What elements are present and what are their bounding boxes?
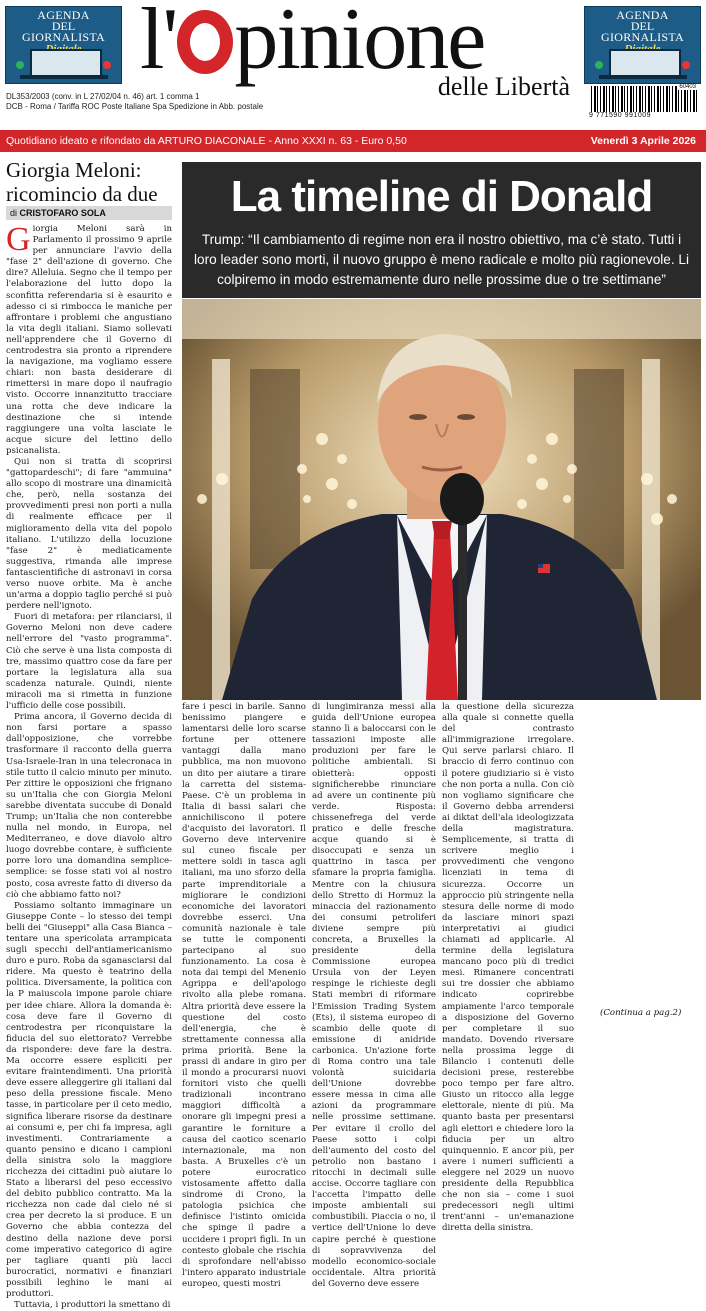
logo-o-ring-icon — [177, 10, 233, 74]
editorial-byline — [6, 206, 172, 220]
newspaper-logo[interactable] — [140, 0, 580, 101]
lead-photo[interactable] — [182, 299, 701, 700]
paragraph: di lungimiranza messi alla guida dell'Unione europea stanno lì a baloccarsi con le tassazioni imposte alle produzioni per fare le politiche ambientali. Si obietterà: opposti significherebbe rinunciare ad avere un continente più verde. Risposta: chissenefrega del verde pratico e delle fresche acque quando si è disoccupati e senza un quattrino in tasca per sfamare la propria famiglia. Mentre con la chiusura dello Stretto di Hormuz la minaccia del razionamento dei consumi petroliferi diviene sempre più concreta, a Bruxelles la presidente della Commissione europea Ursula von der Leyen respinge le richieste degli Stati membri di riformare l'Emission Trading System (Ets), il sistema europeo di scambio delle quote di emissione di anidride carbonica. Un'azione forte di Roma contro una tale volontà suicidaria dell'Unione dovrebbe essere messa in cima alle azioni da programmare nelle prossime settimane. Per evitare il crollo del Paese sotto i colpi dell'aumento del costo del petrolio non bastano i ritocchi in decimali sulle accise. Occorre tagliare con l'accetta l'impatto delle imposte ambientali sui combustibili. Piaccia o no, il vertice dell'Unione lo deve capire perché è questione di sopravvivenza del modello economico-sociale occidentale. Altra priorità del Governo deve essere — [312, 702, 436, 1289]
editorial-title[interactable]: Giorgia Meloni: ricomincio da due — [6, 158, 158, 206]
paragraph: Qui non si tratta di scoprirsi "gattopardeschi"; di fare "ammuina" allo scopo di mostrare una dinamicità che, però, nella sostanza dei provvedimenti presi non porti a nulla di realmente efficace per il miglioramento della vita del popolo italiano. L'utilizzo della locuzione "fase 2" è mediaticamente suggestiva, rimanda alle imprese fantascientifiche di astronavi in corsa verso nuove orbite. Ma è anche un'arma a doppio taglio perché si può perdere nell'ignoto. — [6, 456, 172, 612]
red-dot-icon — [103, 61, 111, 69]
agenda-line1: AGENDA — [616, 8, 669, 22]
lead-story-header[interactable] — [182, 162, 701, 298]
barcode-number: 9 771590 991009 — [589, 112, 651, 119]
laptop-base-icon — [599, 75, 687, 79]
byline-prefix: di — [10, 208, 18, 218]
continued-link[interactable]: (Continua a pag.2) — [600, 1008, 682, 1018]
byline-author: CRISTOFARO SOLA — [19, 208, 106, 218]
editorial-column-2 — [182, 702, 306, 1289]
issue-date: Venerdì 3 Aprile 2026 — [590, 135, 696, 147]
paragraph: Fuori di metafora: per rilanciarsi, il Governo Meloni non deve cadere nell'errore del "vasto programma". Ciò che serve è una lista composta di tre, massimo quattro cose da fare per portare la legislatura alla sua scadenza naturale. Quindi, niente miracoli ma si rimetta in funzione l'ufficio delle cose possibili. — [6, 612, 172, 712]
logo-prefix: l' — [140, 0, 177, 88]
paragraph: Possiamo soltanto immaginare un Giuseppe Conte – lo stesso dei tempi belli dei "Giuseppi" alla Casa Bianca – tentare una spericolata arrampicata sugli specchi dell'antiamericanismo duro e puro. Roba da sganasciarsi dal ridere. Ma questo è teatrino della politica. Diversamente, la politica con la P maiuscola impone parole chiare per idee chiare. Allora la domanda è: cosa deve fare il Governo di centrodestra per riconquistare la fiducia del suo elettorato? Verrebbe da rispondere: deve fare la destra. Ma occorre essere espliciti per evitare fraintendimenti. Una priorità deve essere alleggerire gli italiani dal peso della pressione fiscale. Meno tasse, in particolare per il ceto medio, significa liberare risorse da destinare ai consumi e, per chi fa impresa, agli investimenti. Contrariamente a quanto pensino e dicano i campioni della sinistra solo la maggiore ricchezza dei cittadini può aiutare lo Stato a liberarsi del peso eccessivo del debito pubblico contratto. Ma la ricchezza non cade dal cielo né si crea per decreto la si produce. E un Governo che abbia contezza del destino della nazione deve porsi come imperativo categorico di agire per tagliare quanti più lacci burocratici, normativi e finanziari possibili leghino le mani ai produttori. — [6, 900, 172, 1299]
green-dot-icon — [16, 61, 24, 69]
drop-cap: G — [6, 221, 31, 258]
imprint-line1: DL353/2003 (conv. in L 27/02/04 n. 46) art. 1 comma 1 — [6, 92, 200, 101]
logo-suffix: pinione — [234, 0, 485, 88]
laptop-base-icon — [20, 75, 108, 79]
editorial-column-3 — [312, 702, 436, 1289]
green-dot-icon — [595, 61, 603, 69]
main-headline: La timeline di Donald — [230, 172, 653, 221]
laptop-icon — [609, 49, 681, 77]
info-bar — [0, 130, 706, 152]
agenda-line2: DEL — [51, 19, 76, 33]
founder-issue-price: Quotidiano ideato e rifondato da ARTURO DIACONALE - Anno XXXI n. 63 - Euro 0,50 — [6, 135, 407, 147]
red-dot-icon — [682, 61, 690, 69]
main-deck: Trump: “Il cambiamento di regime non era il nostro obiettivo, ma c’è stato. Tutti i loro leader sono morti, il nuovo gruppo è meno radicale e molto più ragionevole. Li colpiremo in modo estremamente duro nelle prossime due o tre settimane” — [194, 232, 689, 287]
agenda-line1: AGENDA — [37, 8, 90, 22]
barcode-issue: 60403 — [679, 84, 696, 90]
imprint-line2: DCB - Roma / Tariffa ROC Poste Italiane Spa Spedizione in Abb. postale — [6, 102, 264, 111]
paragraph: la questione della sicurezza alla quale si connette quella del contrasto all'immigrazione irregolare. Qui serve parlarsi chiaro. Il braccio di ferro continuo con il potere giudiziario si è visto che non porta a nulla. Con ciò non vogliamo significare che il Governo debba arrendersi ai diktat dell'ala ideologizzata della magistratura. Semplicemente, si tratta di scrivere meglio i provvedimenti che vengono licenziati in tema di sicurezza. Occorre un approccio più stringente nella stesura delle norme di modo da lasciare minori spazi interpretativi ai giudici chiamati ad applicarle. Al termine della legislatura mancano poco più di tredici mesi. Rimanere concentrati sui tre dossier che abbiamo indicato coprirebbe ampiamente l'arco temporale a disposizione del Governo per completare il suo mandato. Dovendo riversare nella prossima legge di Bilancio i contenuti delle decisioni prese, resterebbe poco tempo per fare altro. Giusto un ritocco alla legge elettorale, niente di più. Ma quanto basta per presentarsi agli elettori e chiedere loro la fiducia per un altro quinquennio. E ancor più, per avere i numeri sufficienti a eleggere nel 2029 un nuovo presidente della Repubblica che non sia – come i suoi predecessori negli ultimi trent'anni – un'emanazione diretta della sinistra. — [442, 702, 574, 1234]
paragraph: Prima ancora, il Governo decida di non farsi portare a spasso dall'opposizione, che vorrebbe trasformare il racconto della guerra Usa-Israele-Iran in una telecronaca in stile tutto il calcio minuto per minuto. Per zittire le opposizioni che frignano su un'Italia che con Giorgia Meloni sarebbe diventata succube di Donald Trump; un'Italia che non conterebbe nulla nel mondo, in Europa, nel Mediterraneo, e dove diavolo altro luogo dovrebbe contare, è sufficiente porre loro una domandina semplice-semplice: se fosse stati voi al nostro posto, cosa avreste fatto di diverso da ciò che abbiamo fatto noi? — [6, 712, 172, 900]
agenda-giornalista-badge-right[interactable] — [584, 6, 701, 84]
agenda-line2: DEL — [630, 19, 655, 33]
editorial-column-4 — [442, 702, 574, 1234]
postal-imprint — [6, 92, 263, 112]
agenda-line3: GIORNALISTA — [601, 30, 684, 44]
paragraph: Tuttavia, i produttori la smettano di — [14, 1300, 171, 1311]
editorial-column-1 — [6, 221, 172, 1311]
agenda-giornalista-badge-left[interactable] — [5, 6, 122, 84]
barcode — [589, 86, 701, 124]
paragraph: iorgia Meloni sarà in Parlamento il prossimo 9 aprile per annunciare l'avvio della "fase 2" dell'azione di governo. Che dire? Alleluia. Segno che il tempo per l'elaborazione del lutto dopo la sconfitta referendaria si è esaurito e adesso ci si rimbocca le maniche per affrontare i problemi che angustiano la vita degli italiani. Siamo sollevati nell'apprendere che il Governo di centrodestra sia pronto a riprendere la navigazione, ma vogliamo essere chiari: non basta desiderare di rimettersi in mare dopo il naufragio visto. Occorre innanzitutto tracciare una rotta che deve indicare la destinazione che si intende raggiungere una volta lasciate le acque sicure del lettino dello psicanalista. — [6, 224, 172, 456]
agenda-line3: GIORNALISTA — [22, 30, 105, 44]
trump-portrait-image — [182, 299, 701, 700]
paragraph: fare i pesci in barile. Sanno benissimo piangere e lamentarsi delle loro scarse fortune per ottenere vantaggi dalla mano pubblica, ma non muovono un dito per aiutare a tirare la carretta del sistema-Paese. C'è un problema in Italia di bassi salari che annichiliscono il potere d'acquisto dei lavoratori. Il Governo deve intervenire sul cuneo fiscale per mettere soldi in tasca agli italiani, ma uno sforzo della parte imprenditoriale a migliorare le condizioni economiche dei lavoratori dovrebbe esserci. Una comunità nazionale è tale se tutte le componenti partecipano al suo funzionamento. La cosa è nota dai tempi del Menenio Agrippa e dell'apologo rivolto alla plebe romana. Altra priorità deve essere la questione del costo dell'energia, che è strettamente connessa alla prima priorità. Bene la prassi di andare in giro per il mondo a procurarsi nuovi fornitori visto che quelli tradizionali incontrano maggiori difficoltà a onorare gli impegni presi a garantire le forniture a causa del caotico scenario internazionale, ma non basta. A Bruxelles c'è un potere eurocratico vistosamente affetto dalla sindrome di Crono, la patologia psichica che definisce l'istinto omicida che spinge il padre a uccidere i propri figli. In un contesto globale che rischia di sprofondare nell'abisso l'intero apparato industriale europeo, questi mostri — [182, 702, 306, 1289]
laptop-icon — [30, 49, 102, 77]
logo-subtitle: delle Libertà — [437, 72, 570, 101]
